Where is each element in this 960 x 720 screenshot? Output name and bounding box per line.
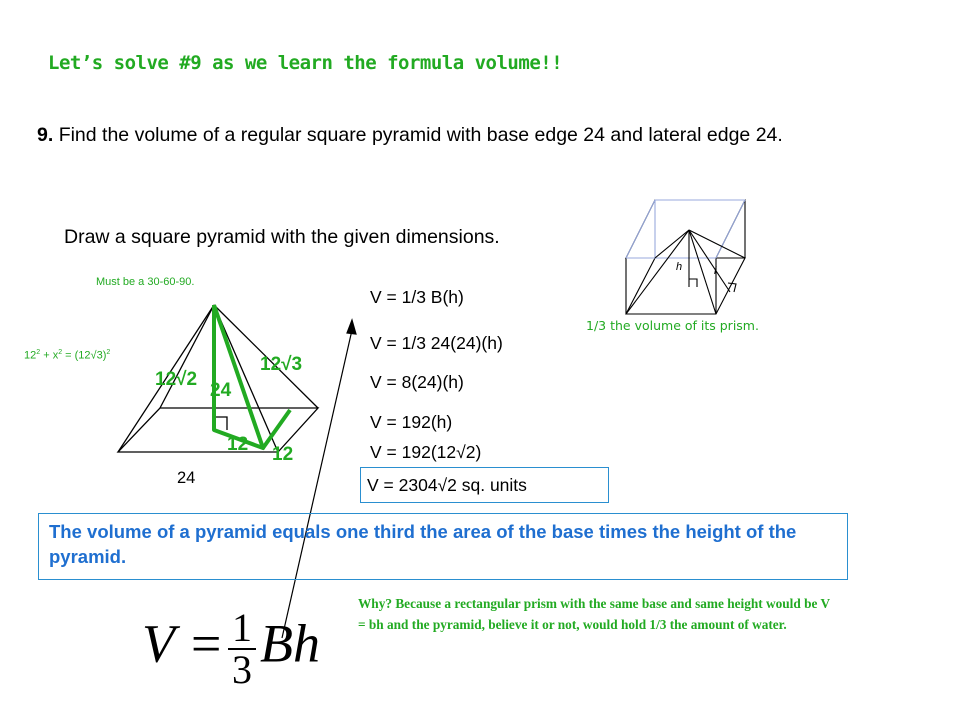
formula-rhs: Bh [259, 613, 320, 674]
why-explanation: Why? Because a rectangular prism with the same base and same height would be V = bh and the pyramid, believe it or not, would hold 1/3 the amount of water. [358, 596, 830, 632]
pyth-sq-1: 2 [36, 349, 41, 356]
pyth-base: 12 [24, 349, 37, 362]
label-12-a: 12 [227, 434, 249, 455]
volume-formula [142, 605, 320, 692]
instruction-text: Draw a square pyramid with the given dimensions. [64, 226, 500, 248]
pyth-sq-3: 2 [106, 349, 111, 356]
summary-box: The volume of a pyramid equals one third the area of the base times the height of the pyramid. [38, 513, 848, 580]
problem-number: 9. [37, 124, 54, 146]
pythagorean-equation [24, 349, 110, 362]
equation-1: V = 1/3 B(h) [370, 287, 464, 307]
label-24-slant: 24 [210, 380, 232, 401]
label-12-root-3: 12√3 [260, 354, 303, 375]
equation-final: V = 2304√2 sq. units [360, 467, 609, 503]
prism-pyramid-figure [626, 200, 745, 314]
label-base-24: 24 [177, 469, 196, 487]
formula-fraction [228, 605, 256, 692]
pyth-mid: + x [40, 349, 59, 362]
formula-lhs: V = [142, 613, 224, 674]
equation-5: V = 192(12√2) [370, 442, 482, 462]
label-12-root-2: 12√2 [155, 369, 198, 390]
page-heading: Let’s solve #9 as we learn the formula volume!! [48, 52, 563, 74]
prism-h-label: h [676, 261, 683, 273]
equation-4: V = 192(h) [370, 412, 453, 432]
equation-2: V = 1/3 24(24)(h) [370, 333, 503, 353]
triangle-note: Must be a 30-60-90. [96, 276, 195, 288]
prism-l-label: l [714, 265, 717, 277]
pyth-end: = (12√3) [62, 349, 107, 362]
equation-3: V = 8(24)(h) [370, 372, 464, 392]
label-12-b: 12 [272, 444, 294, 465]
problem-statement [37, 124, 783, 147]
formula-numerator: 1 [228, 608, 256, 650]
pyth-sq-2: 2 [58, 349, 63, 356]
green-right-triangle [214, 305, 290, 448]
prism-caption: 1/3 the volume of its prism. [586, 318, 759, 333]
formula-denominator: 3 [231, 647, 252, 692]
problem-text: Find the volume of a regular square pyramid with base edge 24 and lateral edge 24. [58, 124, 783, 146]
